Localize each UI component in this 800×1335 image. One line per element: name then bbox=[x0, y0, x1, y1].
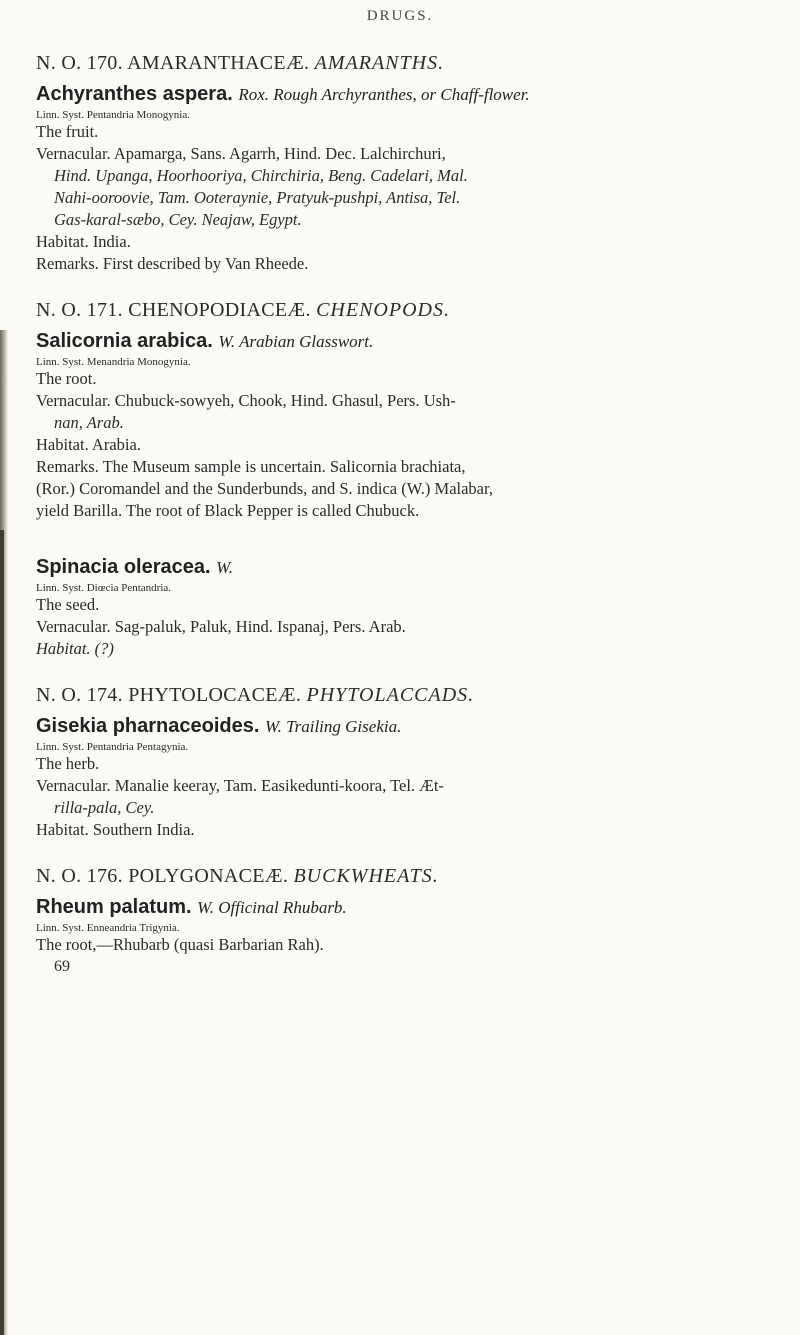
species-name bbox=[36, 330, 776, 353]
remarks: Remarks. First described by Van Rheede. bbox=[36, 254, 309, 273]
species-name bbox=[36, 83, 776, 106]
entry-body-amaranth bbox=[36, 121, 776, 275]
family-english: PHYTOLACCADS. bbox=[306, 684, 475, 706]
species-english: W. Officinal Rhubarb. bbox=[197, 898, 347, 917]
linnaean-system: Linn. Syst. Diœcia Pentandria. bbox=[36, 582, 172, 594]
habitat: Habitat. Southern India. bbox=[36, 820, 195, 839]
family-heading-chenopod bbox=[36, 299, 776, 322]
species-latin: Salicornia arabica. bbox=[36, 330, 213, 352]
family-heading-amaranth bbox=[36, 52, 776, 75]
plant-part: The fruit. bbox=[36, 122, 99, 141]
vernacular-line: Hind. Upanga, Hoorhooriya, Chirchiria, Beng. Cadelari, Mal. bbox=[54, 166, 468, 185]
vernacular-line: rilla-pala, Cey. bbox=[54, 798, 155, 817]
order-number: N. O. 174. bbox=[36, 684, 123, 706]
species-english: W. bbox=[216, 558, 233, 577]
species-latin: Spinacia oleracea. bbox=[36, 556, 211, 578]
entry-body-salicornia bbox=[36, 368, 776, 522]
family-english: CHENOPODS. bbox=[316, 299, 450, 321]
species-latin: Gisekia pharnaceoides. bbox=[36, 715, 260, 737]
family-name: POLYGONACEÆ. bbox=[128, 865, 289, 887]
order-number: N. O. 170. bbox=[36, 52, 123, 74]
family-heading-phytolacca bbox=[36, 684, 776, 707]
species-english: W. Trailing Gisekia. bbox=[265, 717, 402, 736]
entry-body-rheum bbox=[36, 934, 776, 978]
family-name: AMARANTHACEÆ. bbox=[127, 52, 310, 74]
habitat: Habitat. (?) bbox=[36, 639, 114, 658]
species-latin: Rheum palatum. bbox=[36, 896, 192, 918]
linnaean-system: Linn. Syst. Pentandria Monogynia. bbox=[36, 109, 190, 121]
plant-part: The herb. bbox=[36, 754, 100, 773]
entry-body-spinacia bbox=[36, 594, 776, 660]
family-english: BUCKWHEATS. bbox=[293, 865, 439, 887]
vernacular-line: Nahi-ooroovie, Tam. Ooteraynie, Pratyuk-pushpi, Antisa, Tel. bbox=[54, 188, 461, 207]
page-number: 69 bbox=[54, 958, 70, 975]
linnaean-system: Linn. Syst. Menandria Monogynia. bbox=[36, 356, 191, 368]
vernacular-line: Vernacular. Chubuck-sowyeh, Chook, Hind. Ghasul, Pers. Ush- bbox=[36, 391, 456, 410]
habitat: Habitat. India. bbox=[36, 232, 131, 251]
species-name bbox=[36, 896, 776, 919]
family-heading-polygon bbox=[36, 865, 776, 888]
species-english: W. Arabian Glasswort. bbox=[218, 332, 374, 351]
family-name: PHYTOLOCACEÆ. bbox=[128, 684, 302, 706]
plant-part: The root. bbox=[36, 369, 97, 388]
plant-part: The seed. bbox=[36, 595, 100, 614]
species-english: Rox. Rough Archyranthes, or Chaff-flower. bbox=[238, 85, 530, 104]
family-name: CHENOPODIACEÆ. bbox=[128, 299, 311, 321]
species-latin: Achyranthes aspera. bbox=[36, 83, 233, 105]
linnaean-system: Linn. Syst. Enneandria Trigynia. bbox=[36, 922, 180, 934]
running-head: DRUGS. bbox=[366, 8, 434, 24]
linnaean-system: Linn. Syst. Pentandria Pentagynia. bbox=[36, 741, 189, 753]
order-number: N. O. 176. bbox=[36, 865, 123, 887]
entry-body-gisekia bbox=[36, 753, 776, 841]
vernacular-line: Vernacular. Manalie keeray, Tam. Easikedunti-koora, Tel. Æt- bbox=[36, 776, 444, 795]
remarks: (Ror.) Coromandel and the Sunderbunds, and S. indica (W.) Malabar, bbox=[36, 479, 493, 498]
page-binding-edge bbox=[0, 530, 4, 1335]
vernacular-line: Gas-karal-sæbo, Cey. Neajaw, Egypt. bbox=[54, 210, 302, 229]
remarks: yield Barilla. The root of Black Pepper is called Chubuck. bbox=[36, 501, 420, 520]
page-content bbox=[36, 42, 776, 978]
species-name bbox=[36, 715, 776, 738]
vernacular-line: nan, Arab. bbox=[54, 413, 124, 432]
species-name bbox=[36, 556, 776, 579]
vernacular-line: Vernacular. Sag-paluk, Paluk, Hind. Ispanaj, Pers. Arab. bbox=[36, 617, 406, 636]
remarks: Remarks. The Museum sample is uncertain. Salicornia brachiata, bbox=[36, 457, 466, 476]
order-number: N. O. 171. bbox=[36, 299, 123, 321]
family-english: AMARANTHS. bbox=[314, 52, 445, 74]
habitat: Habitat. Arabia. bbox=[36, 435, 141, 454]
vernacular-line: Vernacular. Apamarga, Sans. Agarrh, Hind. Dec. Lalchirchuri, bbox=[36, 144, 446, 163]
plant-part: The root,—Rhubarb (quasi Barbarian Rah). bbox=[36, 935, 324, 954]
